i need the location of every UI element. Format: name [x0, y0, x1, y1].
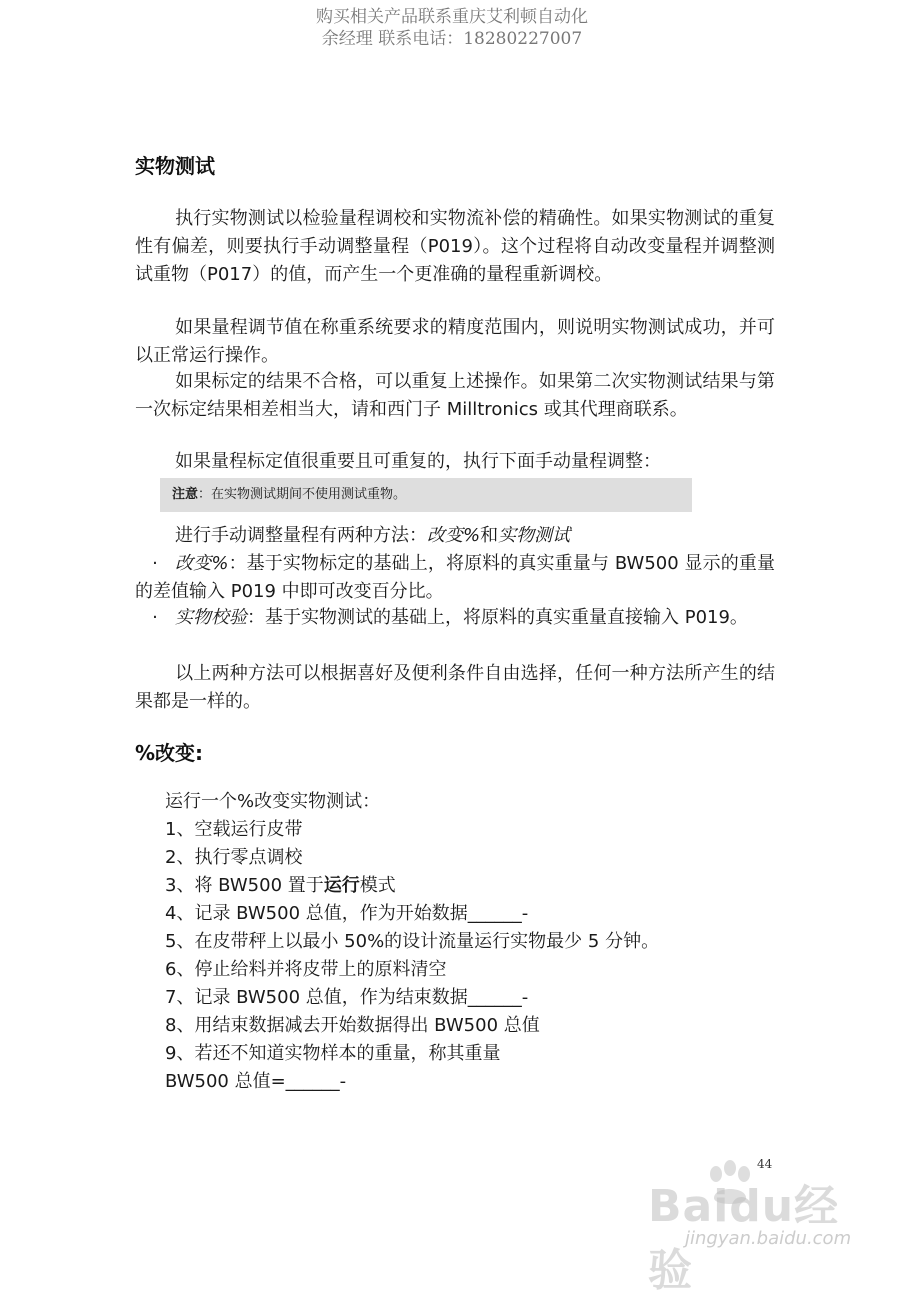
bullet-1 — [135, 550, 775, 606]
list-item — [165, 872, 785, 900]
section-title-physical-test: 实物测试 — [135, 154, 215, 178]
note-box — [160, 478, 692, 512]
bullet-2-label: 实物校验 — [175, 607, 247, 628]
watermark-logo: Baidu经验 — [648, 1181, 840, 1296]
list-item: 6、停止给料并将皮带上的原料清空 — [165, 959, 447, 980]
bullet-dot-icon: · — [152, 607, 158, 628]
step-3-tail: 模式 — [359, 875, 396, 896]
bullet-2 — [135, 604, 775, 632]
step-3-text: 3、将 BW500 置于 — [165, 875, 324, 896]
note-text: ：在实物测试期间不使用测试重物。 — [198, 487, 407, 502]
paragraph-3 — [135, 368, 775, 424]
note-label: 注意 — [172, 487, 199, 502]
paragraph-4 — [135, 448, 775, 476]
methods-intro-text: 进行手动调整量程有两种方法： — [175, 525, 427, 546]
total-line: BW500 总值=______- — [165, 1071, 347, 1092]
page-number: 44 — [757, 1157, 773, 1171]
paragraph-3-text: 如果标定的结果不合格，可以重复上述操作。如果第二次实物测试结果与第一次标定结果相差相当大，请和西门子 Milltronics 或其代理商联系。 — [135, 371, 775, 420]
bullet-2-text: ：基于实物测试的基础上，将原料的真实重量直接输入 P019。 — [247, 607, 748, 628]
list-item: 5、在皮带秤上以最小 50%的设计流量运行实物最少 5 分钟。 — [165, 931, 660, 952]
header-line-1: 购买相关产品联系重庆艾利顿自动化 — [316, 7, 588, 27]
method-b: 实物测试 — [498, 525, 571, 546]
list-item: 8、用结束数据减去开始数据得出 BW500 总值 — [165, 1015, 540, 1036]
paragraph-5-text: 以上两种方法可以根据喜好及便利条件自由选择，任何一种方法所产生的结果都是一样的。 — [135, 663, 775, 712]
list-item: 4、记录 BW500 总值，作为开始数据______- — [165, 903, 529, 924]
paragraph-5 — [135, 660, 775, 716]
list-item: 1、空载运行皮带 — [165, 819, 303, 840]
steps-intro: 运行一个%改变实物测试： — [165, 791, 381, 812]
bullet-1-text: ：基于实物标定的基础上，将原料的真实重量与 BW500 显示的重量的差值输入 P019 中即可改变百分比。 — [135, 553, 775, 602]
bullet-1-label: 改变% — [175, 553, 229, 574]
watermark-url: jingyan.baidu.com — [685, 1228, 852, 1249]
page-header — [0, 6, 904, 50]
paragraph-2 — [135, 314, 775, 370]
method-a: 改变% — [427, 525, 481, 546]
methods-and: 和 — [480, 525, 499, 546]
paragraph-1-text: 执行实物测试以检验量程调校和实物流补偿的精确性。如果实物测试的重复性有偏差，则要执行手动调整量程（P019）。这个过程将自动改变量程并调整测试重物（P017）的值，而产生一个更准确的量程重新调校。 — [135, 208, 775, 285]
paragraph-1 — [135, 205, 775, 289]
header-line-2: 余经理 联系电话：18280227007 — [321, 29, 583, 49]
step-3-bold: 运行 — [323, 875, 360, 896]
list-item: 7、记录 BW500 总值，作为结束数据______- — [165, 987, 529, 1008]
methods-intro — [135, 522, 775, 550]
paragraph-4-text: 如果量程标定值很重要且可重复的，执行下面手动量程调整： — [175, 451, 661, 472]
bullet-dot-icon: · — [152, 553, 158, 574]
baidu-watermark — [640, 1150, 880, 1296]
section-title-percent-change: %改变: — [135, 741, 204, 765]
paragraph-2-text: 如果量程调节值在称重系统要求的精度范围内，则说明实物测试成功，并可以正常运行操作。 — [135, 317, 775, 366]
list-item: 9、若还不知道实物样本的重量，称其重量 — [165, 1043, 501, 1064]
steps-list — [165, 788, 785, 1096]
list-item: 2、执行零点调校 — [165, 847, 303, 868]
